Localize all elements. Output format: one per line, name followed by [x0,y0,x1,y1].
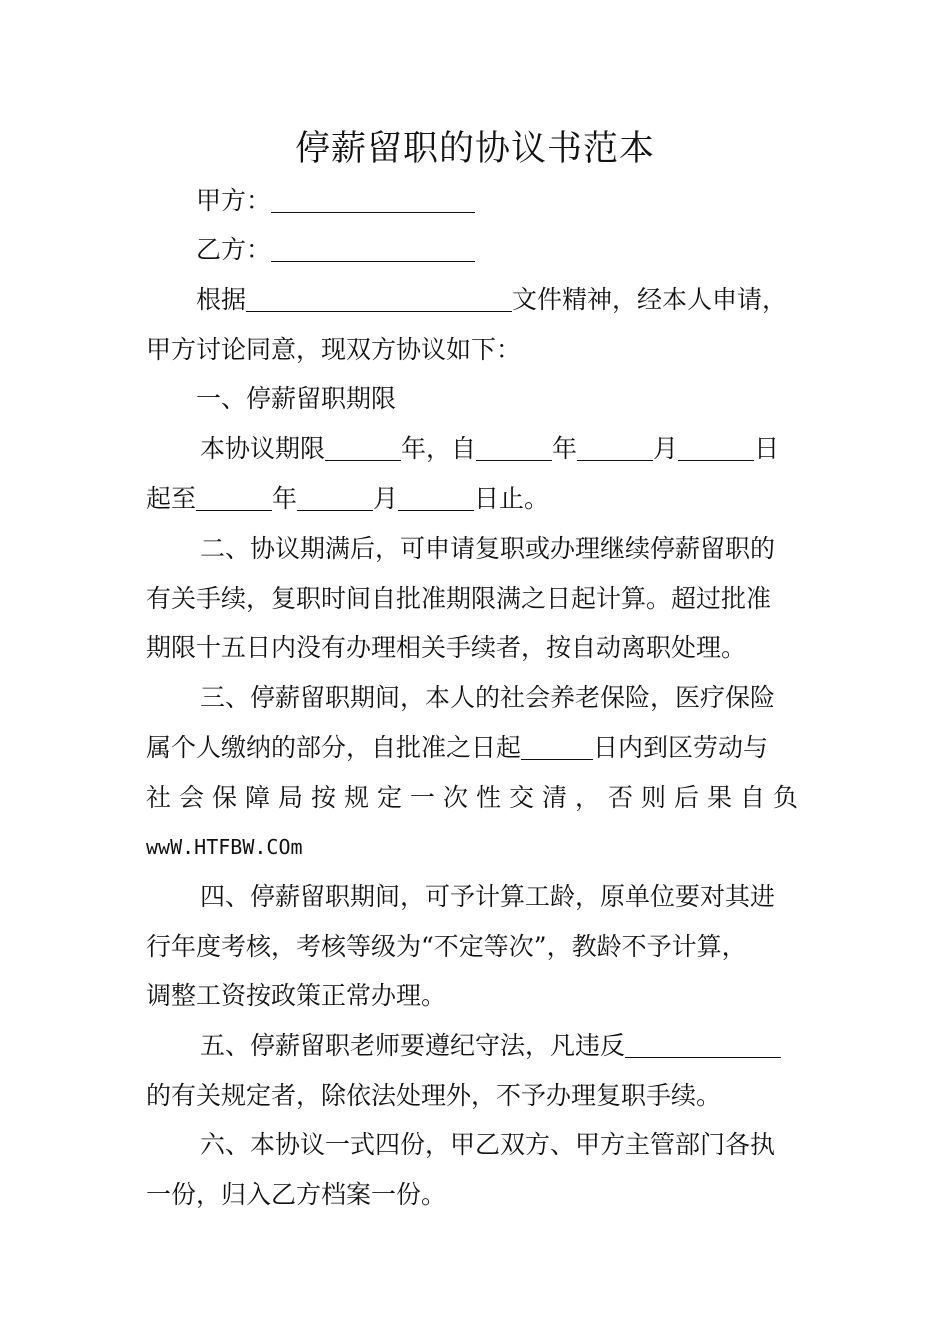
start-day-blank [678,434,754,461]
intro-text-2: 文件精神，经本人申请， [512,285,788,314]
end-day-blank [398,484,474,511]
term-text-5: 日 [754,434,780,463]
section-6-line-1: 六、本协议一式四份，甲乙双方、甲方主管部门各执 [200,1130,776,1159]
term-line2-text-3: 月 [373,484,399,513]
end-year-blank [196,484,272,511]
section-2-line-2: 有关手续，复职时间自批准期限满之日起计算。超过批准 [146,584,772,613]
term-years-blank [325,434,401,461]
intro-line-1 [196,275,810,325]
term-line2-text-2: 年 [272,484,298,513]
start-month-blank [577,434,653,461]
watermark-url: wwW.HTFBW.COm [146,835,303,859]
party-b-blank [271,235,475,262]
section-3-line-2 [146,723,810,773]
term-text-1: 本协议期限 [200,434,326,463]
party-b-label: 乙方： [196,235,272,264]
section-3-line-1: 三、停薪留职期间，本人的社会养老保险，医疗保险 [200,683,776,712]
party-a-line [196,176,810,226]
intro-text-1: 根据 [196,285,247,314]
section-5-line-2: 的有关规定者，除依法处理外，不予办理复职手续。 [146,1081,722,1110]
section-5-text-1: 五、停薪留职老师要遵纪守法，凡违反 [200,1031,626,1060]
term-line2-text-4: 日止。 [474,484,550,513]
intro-line-2: 甲方讨论同意，现双方协议如下： [146,335,522,364]
section-1-heading: 一、停薪留职期限 [196,384,397,413]
section-3-line-3: 社会保障局按规定一次性交清，否则后果自负 [146,783,798,812]
term-text-2: 年，自 [401,434,477,463]
document-name-blank [246,285,512,312]
party-b-line [196,225,810,275]
party-a-blank [271,186,475,213]
term-text-4: 月 [653,434,679,463]
document-title: 停薪留职的协议书范本 [294,129,655,169]
term-text-3: 年 [552,434,578,463]
section-3-text-2: 日内到区劳动与 [593,733,769,762]
regulation-blank [625,1031,781,1058]
section-2-line-1: 二、协议期满后，可申请复职或办理继续停薪留职的 [200,534,776,563]
section-3-text-1: 属个人缴纳的部分，自批准之日起 [146,733,522,762]
party-a-label: 甲方： [196,186,272,215]
end-month-blank [297,484,373,511]
section-2-line-3: 期限十五日内没有办理相关手续者，按自动离职处理。 [146,633,747,662]
term-line2-text-1: 起至 [146,484,197,513]
term-line-1 [200,424,810,474]
payment-days-blank [521,733,593,760]
term-line-2 [146,474,810,524]
section-4-line-2: 行年度考核，考核等级为“不定等次”，教龄不予计算， [146,932,747,961]
start-year-blank [476,434,552,461]
section-4-line-3: 调整工资按政策正常办理。 [146,981,447,1010]
section-5-line-1 [200,1021,810,1071]
section-4-line-1: 四、停薪留职期间，可予计算工龄，原单位要对其进 [200,882,776,911]
section-6-line-2: 一份，归入乙方档案一份。 [146,1180,447,1209]
